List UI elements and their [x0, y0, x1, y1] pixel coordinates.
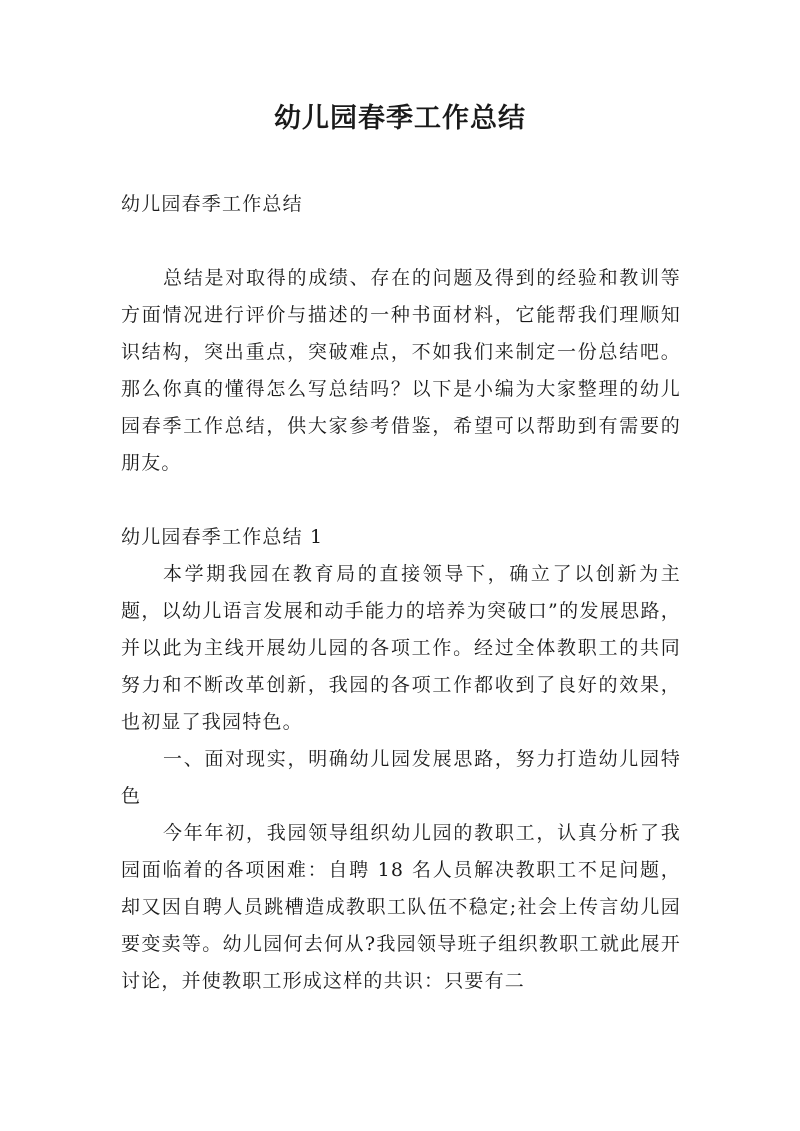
intro-paragraph: 总结是对取得的成绩、存在的问题及得到的经验和教训等方面情况进行评价与描述的一种书面材料，它能帮我们理顺知识结构，突出重点，突破难点，不如我们来制定一份总结吧。那么你真的懂得怎么写总结吗？以下是小编为大家整理的幼儿园春季工作总结，供大家参考借鉴，希望可以帮助到有需要的朋友。 [121, 267, 681, 474]
subsection-heading: 一、面对现实，明确幼儿园发展思路，努力打造幼儿园特色 [121, 748, 681, 807]
section-paragraph-2: 今年年初，我园领导组织幼儿园的教职工，认真分析了我园面临着的各项困难：自聘 18 名人员解决教职工不足问题，却又因自聘人员跳槽造成教职工队伍不稳定;社会上传言幼儿园要变卖等。幼儿园何去何从?我园领导班子组织教职工就此展开讨论，并使教职工形成这样的共识：只要有二 [121, 822, 681, 992]
section-paragraph-1: 本学期我园在教育局的直接领导下，确立了以创新为主题，以幼儿语言发展和动手能力的培养为突破口”的发展思路，并以此为主线开展幼儿园的各项工作。经过全体教职工的共同努力和不断改革创新，我园的各项工作都收到了良好的效果，也初显了我园特色。 [121, 563, 681, 733]
document-body [121, 186, 681, 1000]
document-subtitle: 幼儿园春季工作总结 [121, 193, 303, 215]
section-heading: 幼儿园春季工作总结 1 [121, 526, 324, 548]
document-title: 幼儿园春季工作总结 [274, 103, 526, 134]
